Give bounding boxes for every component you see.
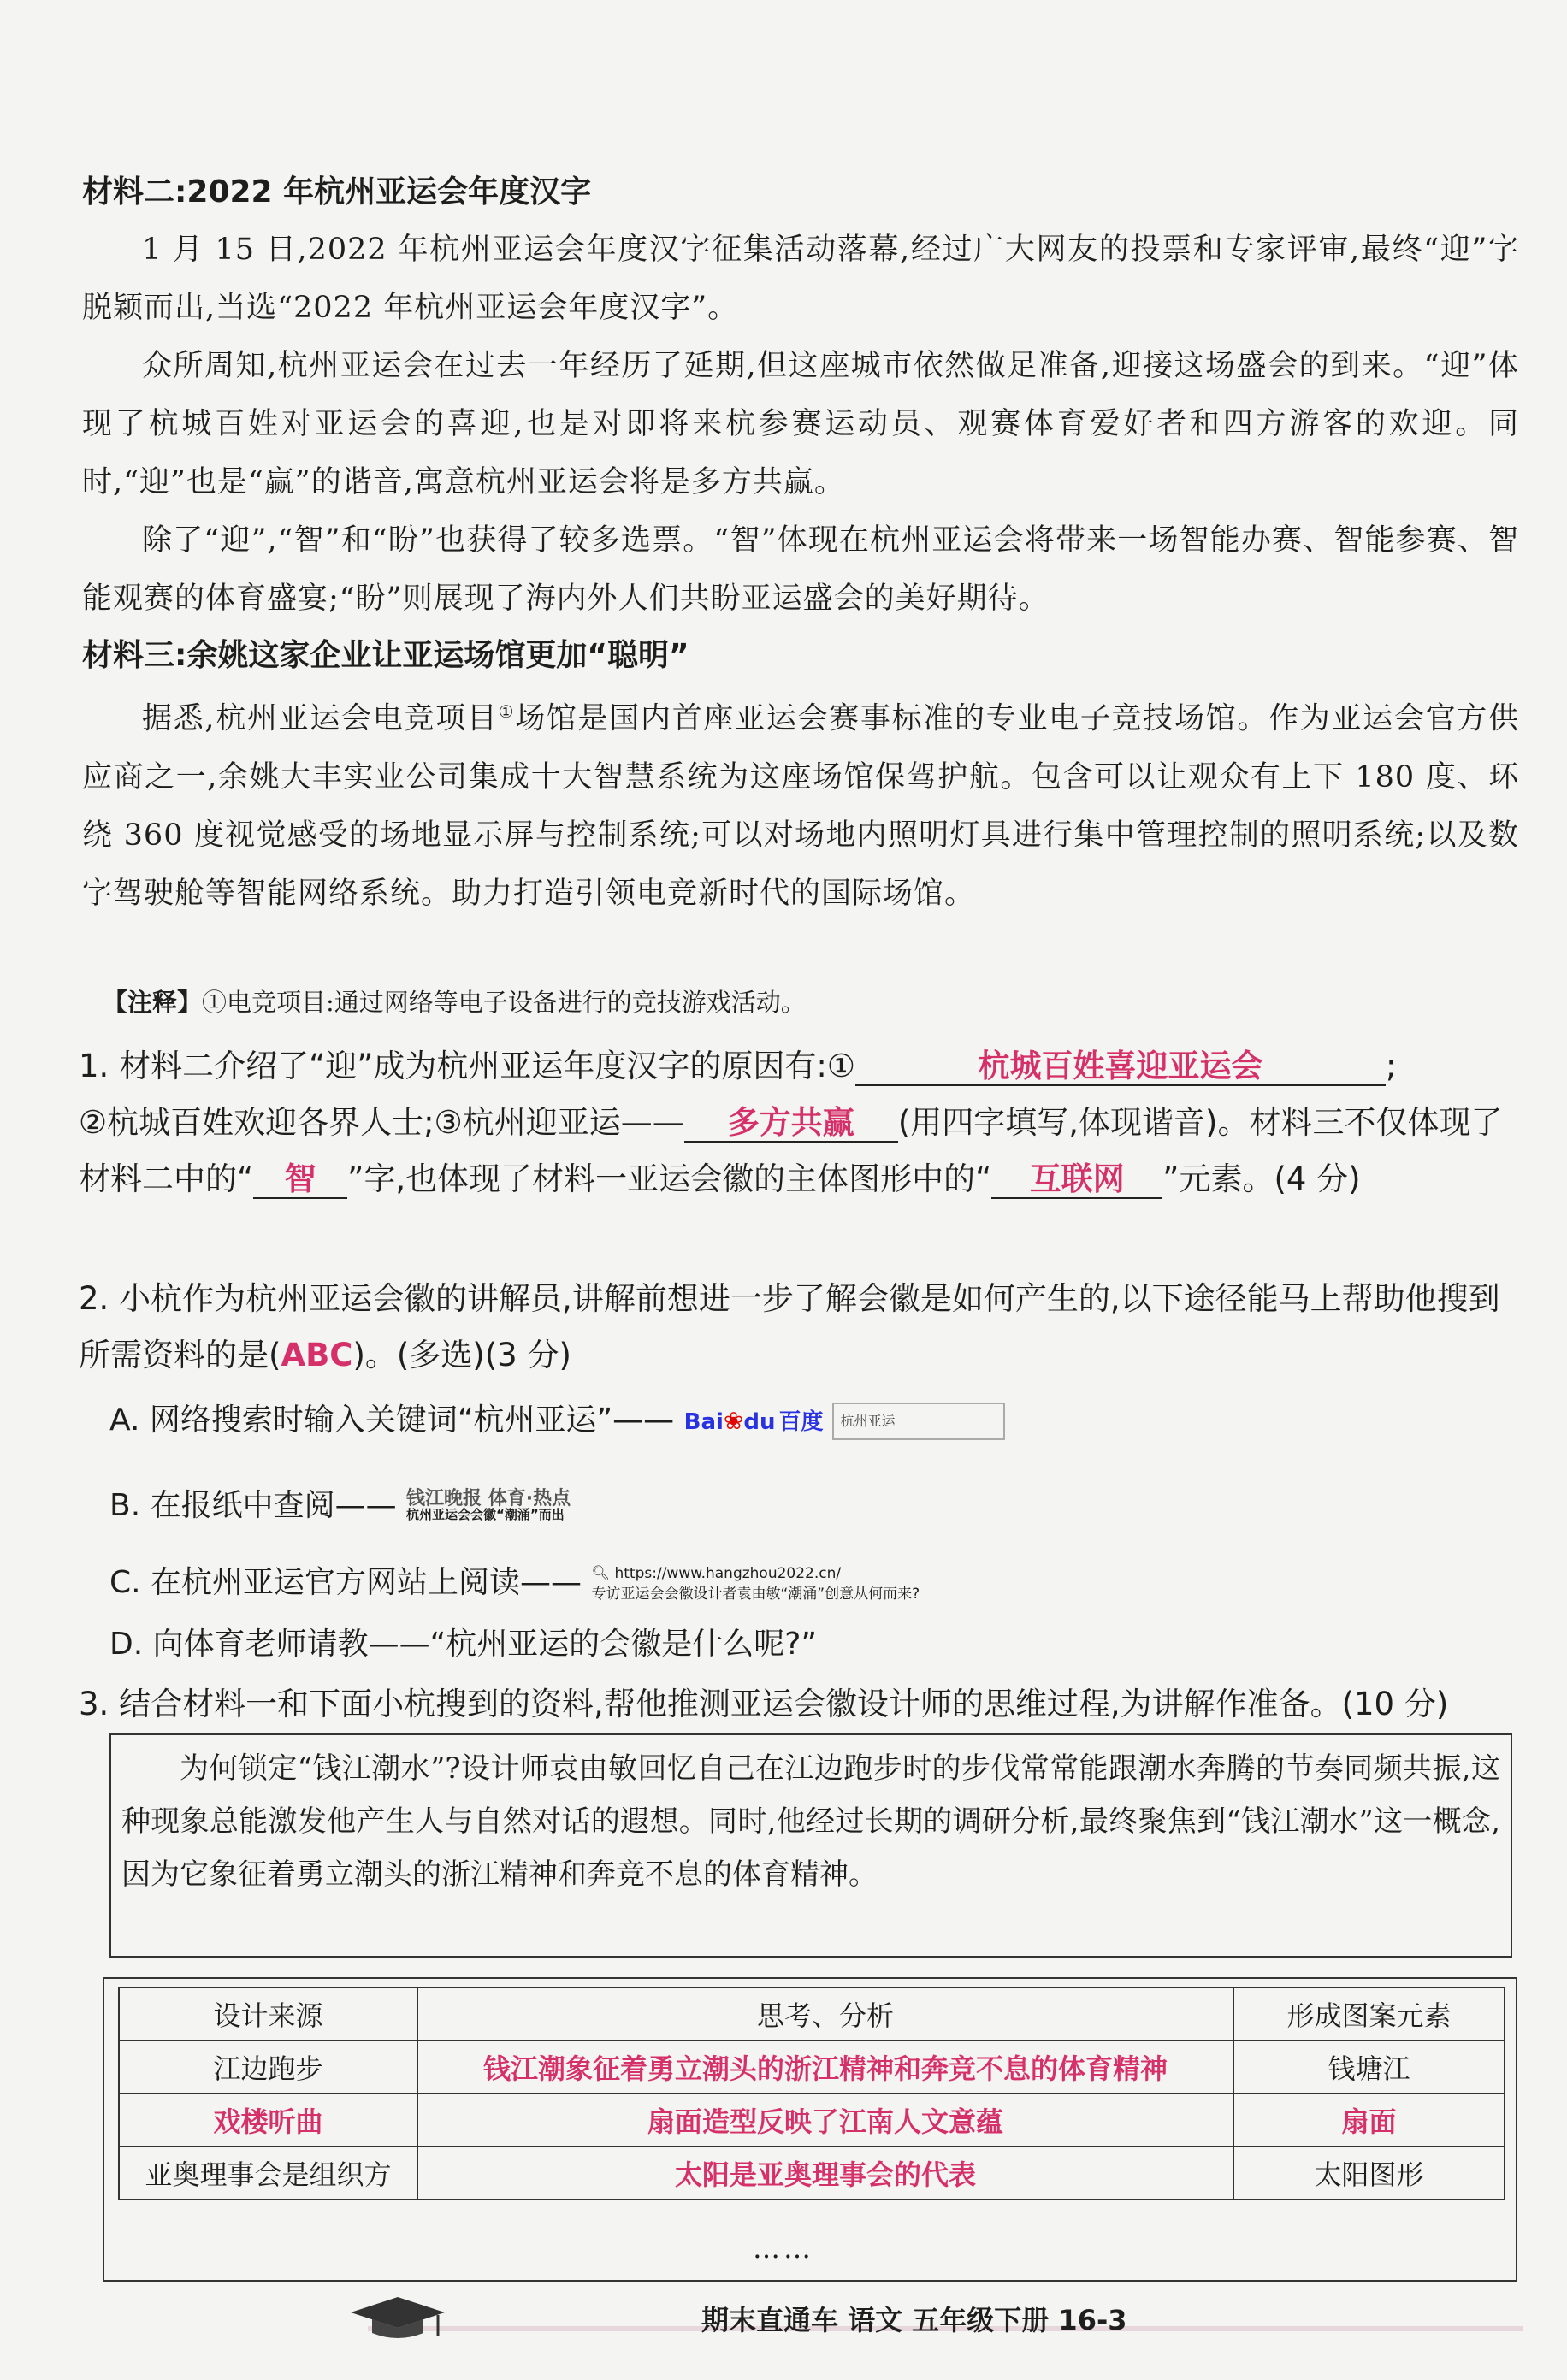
header-element: 形成图案元素 bbox=[1233, 1987, 1505, 2040]
row2-source-answer[interactable]: 戏楼听曲 bbox=[119, 2094, 417, 2147]
website-url: https://www.hangzhou2022.cn/ bbox=[614, 1565, 842, 1582]
header-analysis: 思考、分析 bbox=[417, 1987, 1233, 2040]
section2-paragraph-1: 1 月 15 日,2022 年杭州亚运会年度汉字征集活动落幕,经过广大网友的投票和专家评审,最终“迎”字脱颖而出,当选“2022 年杭州亚运会年度汉字”。 bbox=[82, 233, 1519, 325]
baidu-logo-part-1: Bai bbox=[683, 1409, 724, 1435]
row3-element: 太阳图形 bbox=[1233, 2147, 1505, 2200]
option-b[interactable] bbox=[109, 1485, 571, 1527]
section3-heading: 材料三:余姚这家企业让亚运场馆更加“聪明” bbox=[82, 638, 689, 673]
question-3: 3. 结合材料一和下面小杭搜到的资料,帮他推测亚运会徽设计师的思维过程,为讲解作准备。(10 分) bbox=[79, 1686, 1449, 1722]
option-c-text: C. 在杭州亚运官方网站上阅读—— bbox=[109, 1565, 582, 1600]
row2-element-answer[interactable]: 扇面 bbox=[1233, 2094, 1505, 2147]
footnote-marker: ① bbox=[498, 701, 516, 722]
header-source: 设计来源 bbox=[119, 1987, 417, 2040]
q1-text-4: (用四字填写,体现谐音)。材料三不仅体现了材料二中的“ bbox=[79, 1104, 1503, 1197]
footnote-label: 【注释】 bbox=[103, 988, 203, 1017]
baidu-search-snippet bbox=[684, 1400, 1005, 1444]
footnote-text: ①电竞项目:通过网络等电子设备进行的竞技游戏活动。 bbox=[202, 988, 806, 1017]
section2-paragraph-3: 除了“迎”,“智”和“盼”也获得了较多选票。“智”体现在杭州亚运会将带来一场智能办赛、智能参赛、智能观赛的体育盛宴;“盼”则展现了海内外人们共盼亚运盛会的美好期待。 bbox=[82, 523, 1519, 616]
newspaper-headline: 杭州亚运会会徽“潮涌”而出 bbox=[406, 1507, 565, 1522]
section2-heading: 材料二:2022 年杭州亚运会年度汉字 bbox=[82, 174, 592, 210]
reference-material-box bbox=[109, 1733, 1512, 1958]
table-row bbox=[119, 2040, 1505, 2094]
option-d[interactable]: D. 向体育老师请教——“杭州亚运的会徽是什么呢?” bbox=[109, 1627, 818, 1662]
row3-analysis-answer[interactable]: 太阳是亚奥理事会的代表 bbox=[417, 2147, 1233, 2200]
q2-text-1: 2. 小杭作为杭州亚运会徽的讲解员,讲解前想进一步了解会徽是如何产生的,以下途径能马上帮助他搜到所需资料的是( bbox=[79, 1280, 1500, 1373]
search-icon: 🔍︎ bbox=[591, 1565, 611, 1582]
q1-text-6: ”元素。(4 分) bbox=[1162, 1160, 1361, 1197]
row3-source: 亚奥理事会是组织方 bbox=[119, 2147, 417, 2200]
footer-text: 期末直通车 语文 五年级下册 16-3 bbox=[701, 2304, 1127, 2336]
section3-text-a: 据悉,杭州亚运会电竞项目 bbox=[142, 701, 499, 736]
q1-text-1: 1. 材料二介绍了“迎”成为杭州亚运年度汉字的原因有:① bbox=[79, 1048, 856, 1084]
baidu-logo-part-2: du bbox=[743, 1409, 776, 1435]
question-2 bbox=[79, 1271, 1524, 1384]
newspaper-masthead: 钱江晚报 体育·热点 bbox=[406, 1488, 571, 1509]
table-header-row bbox=[119, 1987, 1505, 2040]
website-snippet bbox=[591, 1563, 920, 1604]
graduation-cap-icon bbox=[342, 2294, 453, 2345]
section3-text-b: 场馆是国内首座亚运会赛事标准的专业电子竞技场馆。作为亚运会官方供应商之一,余姚大丰实业公司集成十大智慧系统为这座场馆保驾护航。包含可以让观众有上下 180 度、环绕 360 度视觉感受的场地显示屏与控制系统;可以对场地内照明灯具进行集中管理控制的照明系统;以及数字驾驶舱等智能网络系统。助力打造引领电竞新时代的国际场馆。 bbox=[82, 701, 1519, 911]
row1-analysis-answer[interactable]: 钱江潮象征着勇立潮头的浙江精神和奔竞不息的体育精神 bbox=[417, 2040, 1233, 2094]
q2-text-2: )。(多选)(3 分) bbox=[352, 1337, 571, 1373]
q1-answer-3[interactable]: 智 bbox=[253, 1160, 347, 1199]
option-b-text: B. 在报纸中查阅—— bbox=[109, 1488, 397, 1523]
baidu-search-box: 杭州亚运 bbox=[832, 1403, 1005, 1440]
question-1 bbox=[79, 1038, 1524, 1208]
baidu-logo-cn: 百度 bbox=[778, 1409, 824, 1435]
section2-paragraph-2: 众所周知,杭州亚运会在过去一年经历了延期,但这座城市依然做足准备,迎接这场盛会的到来。“迎”体现了杭城百姓对亚运会的喜迎,也是对即将来杭参赛运动员、观赛体育爱好者和四方游客的欢迎。同时,“迎”也是“赢”的谐音,寓意杭州亚运会将是多方共赢。 bbox=[82, 349, 1519, 499]
paw-icon: ❀ bbox=[723, 1406, 744, 1435]
option-a[interactable] bbox=[109, 1399, 1005, 1444]
table-ellipsis: …… bbox=[753, 2232, 814, 2265]
q1-answer-1[interactable]: 杭城百姓喜迎亚运会 bbox=[855, 1047, 1386, 1086]
page-footer bbox=[0, 2292, 1567, 2352]
q1-text-2: ; bbox=[1386, 1048, 1397, 1084]
option-c[interactable] bbox=[109, 1562, 920, 1604]
table-row bbox=[119, 2094, 1505, 2147]
row1-element: 钱塘江 bbox=[1233, 2040, 1505, 2094]
option-a-text: A. 网络搜索时输入关键词“杭州亚运”—— bbox=[109, 1403, 675, 1438]
q1-text-5: ”字,也体现了材料一亚运会徽的主体图形中的“ bbox=[347, 1160, 992, 1197]
baidu-logo bbox=[684, 1400, 824, 1444]
row1-source: 江边跑步 bbox=[119, 2040, 417, 2094]
section3-paragraph-1 bbox=[82, 682, 1519, 923]
q1-text-3: ②杭城百姓欢迎各界人士;③杭州迎亚运—— bbox=[79, 1104, 684, 1141]
q1-answer-2[interactable]: 多方共赢 bbox=[684, 1103, 898, 1143]
newspaper-snippet bbox=[406, 1488, 571, 1522]
website-title: 专访亚运会会徽设计者袁由敏“潮涌”创意从何而来? bbox=[591, 1586, 920, 1603]
q1-answer-4[interactable]: 互联网 bbox=[991, 1160, 1162, 1199]
table-row bbox=[119, 2147, 1505, 2200]
q2-answer[interactable]: ABC bbox=[281, 1337, 353, 1373]
reference-material-text: 为何锁定“钱江潮水”?设计师袁由敏回忆自己在江边跑步时的步伐常常能跟潮水奔腾的节奏同频共振,这种现象总能激发他产生人与自然对话的遐想。同时,他经过长期的调研分析,最终聚焦到“钱江潮水”这一概念,因为它象征着勇立潮头的浙江精神和奔竞不息的体育精神。 bbox=[121, 1751, 1500, 1892]
analysis-table bbox=[118, 1987, 1505, 2200]
footnote bbox=[103, 983, 806, 1019]
row2-analysis-answer[interactable]: 扇面造型反映了江南人文意蕴 bbox=[417, 2094, 1233, 2147]
